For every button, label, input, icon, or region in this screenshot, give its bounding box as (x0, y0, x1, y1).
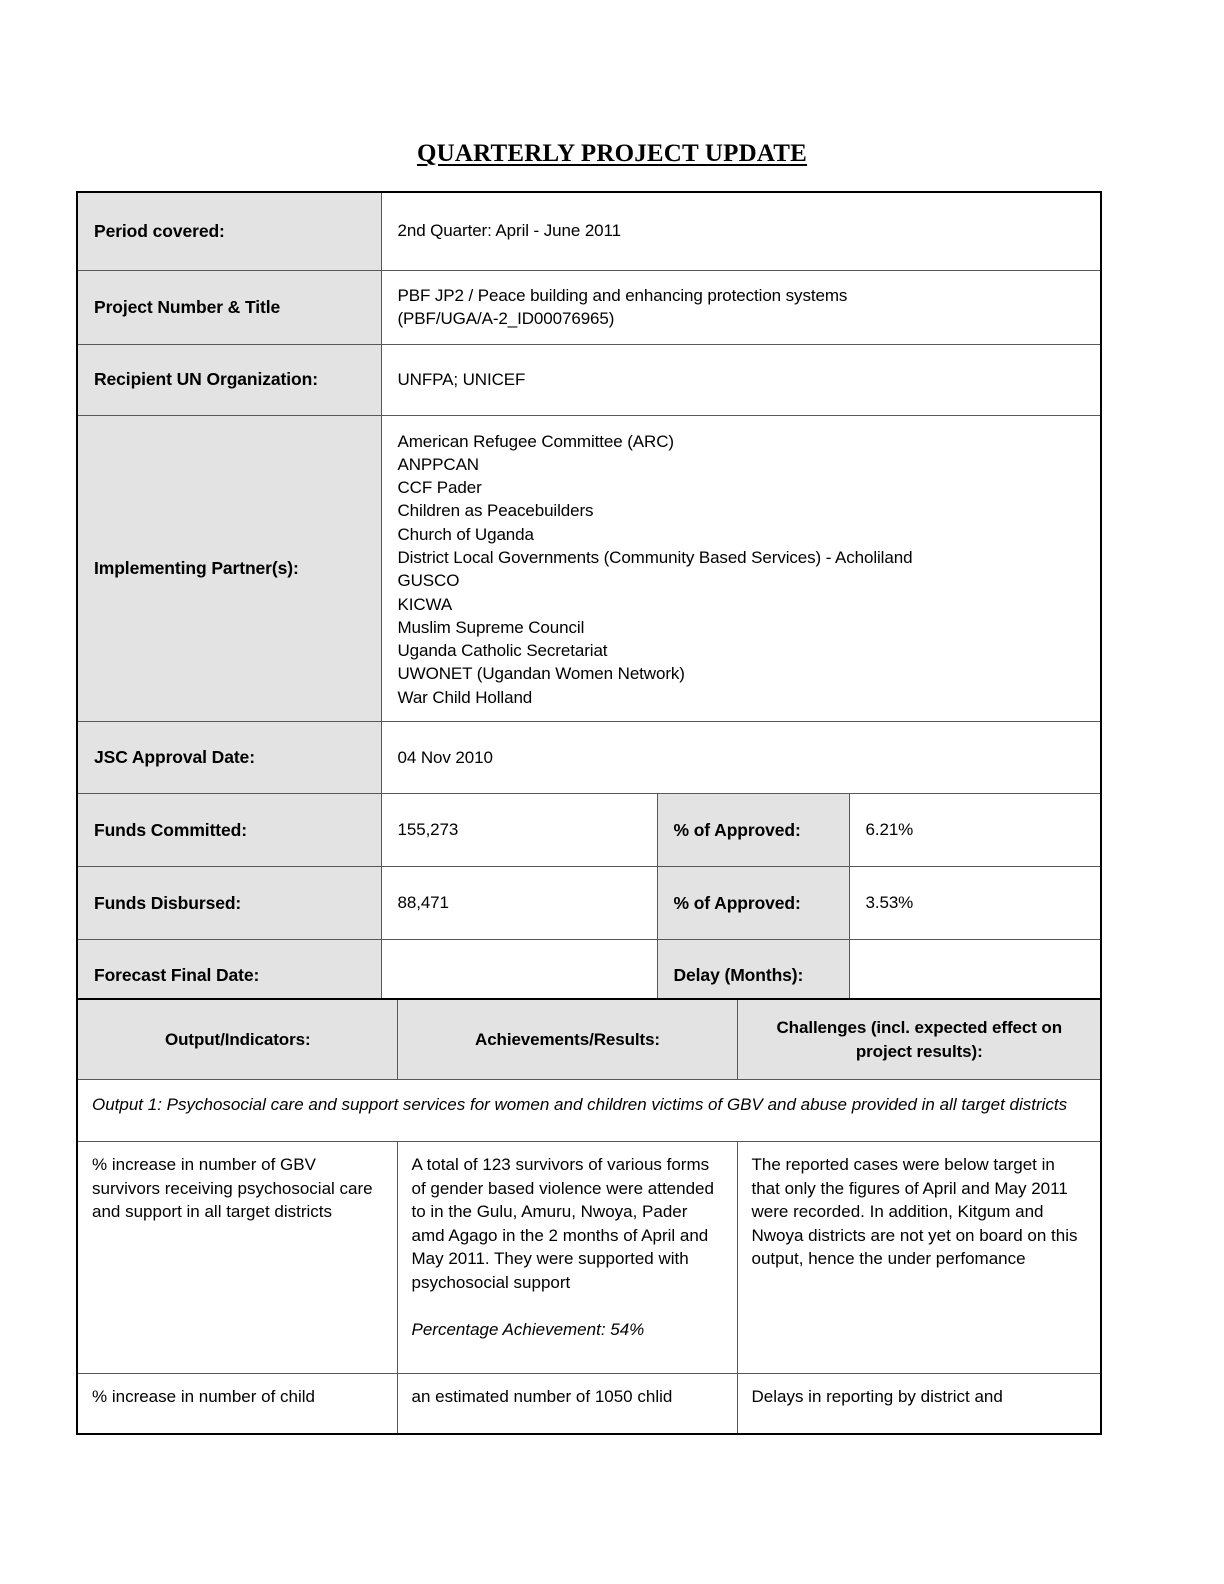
label-project-number-title: Project Number & Title (77, 270, 381, 344)
list-item: GUSCO (397, 571, 460, 591)
table-row-funds-disbursed (77, 867, 1101, 940)
achievement-cell (397, 1142, 737, 1374)
table-row-period-covered (77, 192, 1101, 270)
label-funds-disbursed: Funds Disbursed: (77, 867, 381, 940)
indicator-text: % increase in number of GBV survivors receiving psychosocial care and support in all target districts (92, 1155, 373, 1221)
list-item: CCF Pader (397, 478, 482, 498)
list-item: Uganda Catholic Secretariat (397, 641, 608, 661)
challenge-text: Delays in reporting by district and (751, 1387, 1003, 1406)
list-item: ANPPCAN (397, 454, 479, 474)
list-item: American Refugee Committee (ARC) (397, 431, 674, 451)
table-row (77, 1142, 1101, 1374)
challenge-text: The reported cases were below target in that only the figures of April and May 2011 were recorded. In addition, Kitgum and Nwoya districts are not yet on board on this output, hence the under perfomance (751, 1155, 1078, 1268)
column-header-achievements-results: Achievements/Results: (397, 999, 737, 1080)
label-implementing-partners: Implementing Partner(s): (77, 415, 381, 722)
page-title: QUARTERLY PROJECT UPDATE (416, 140, 808, 167)
list-item: UWONET (Ugandan Women Network) (397, 664, 685, 684)
value-implementing-partners (381, 415, 1101, 722)
table-row-funds-committed (77, 794, 1101, 867)
label-period-covered: Period covered: (77, 192, 381, 270)
column-header-challenges: Challenges (incl. expected effect on project results): (737, 999, 1101, 1080)
label-percent-approved-committed: % of Approved: (657, 794, 849, 867)
table-row-project-number-title (77, 270, 1101, 344)
value-percent-approved-committed: 6.21% (849, 794, 1101, 867)
table-row-output-1-title (77, 1080, 1101, 1142)
label-jsc-approval-date: JSC Approval Date: (77, 722, 381, 794)
indicator-cell (77, 1142, 397, 1374)
list-item: Church of Uganda (397, 524, 534, 544)
column-header-output-indicators: Output/Indicators: (77, 999, 397, 1080)
list-item: District Local Governments (Community Based Services) - Acholiland (397, 547, 913, 567)
output-1-title: Output 1: Psychosocial care and support services for women and children victims of GBV and abuse provided in all target districts (77, 1080, 1101, 1142)
label-forecast-final-date: Forecast Final Date: (77, 940, 381, 1013)
value-recipient-un-organization: UNFPA; UNICEF (381, 344, 1101, 415)
value-project-number-title (381, 270, 1101, 344)
table-row-jsc-approval-date (77, 722, 1101, 794)
project-title-line1: PBF JP2 / Peace building and enhancing protection systems (397, 286, 848, 305)
indicator-cell (77, 1374, 397, 1434)
achievement-cell (397, 1374, 737, 1434)
challenge-cell (737, 1142, 1101, 1374)
project-title-line2: (PBF/UGA/A-2_ID00076965) (397, 309, 615, 328)
label-funds-committed: Funds Committed: (77, 794, 381, 867)
indicator-text: % increase in number of child (92, 1387, 316, 1406)
value-jsc-approval-date: 04 Nov 2010 (381, 722, 1101, 794)
project-summary-table (76, 191, 1102, 1014)
value-funds-committed: 155,273 (381, 794, 657, 867)
table-row-implementing-partners (77, 415, 1101, 722)
label-recipient-un-organization: Recipient UN Organization: (77, 344, 381, 415)
value-funds-disbursed: 88,471 (381, 867, 657, 940)
outputs-indicators-table (76, 998, 1102, 1435)
table-row-recipient-un-organization (77, 344, 1101, 415)
label-percent-approved-disbursed: % of Approved: (657, 867, 849, 940)
percentage-achievement: Percentage Achievement: 54% (411, 1320, 645, 1339)
achievement-text: A total of 123 survivors of various forms of gender based violence were attended to in the Gulu, Amuru, Nwoya, Pader amd Agago in the 2 months of April and May 2011. They were supported with psychosocial support (411, 1155, 714, 1292)
table-row (77, 1374, 1101, 1434)
value-percent-approved-disbursed: 3.53% (849, 867, 1101, 940)
value-period-covered: 2nd Quarter: April - June 2011 (381, 192, 1101, 270)
list-item: War Child Holland (397, 687, 533, 707)
challenge-cell (737, 1374, 1101, 1434)
list-item: Muslim Supreme Council (397, 617, 585, 637)
list-item: Children as Peacebuilders (397, 501, 594, 521)
table-header-row (77, 999, 1101, 1080)
list-item: KICWA (397, 594, 453, 614)
label-delay-months: Delay (Months): (657, 940, 849, 1013)
achievement-text: an estimated number of 1050 chlid (411, 1387, 673, 1406)
